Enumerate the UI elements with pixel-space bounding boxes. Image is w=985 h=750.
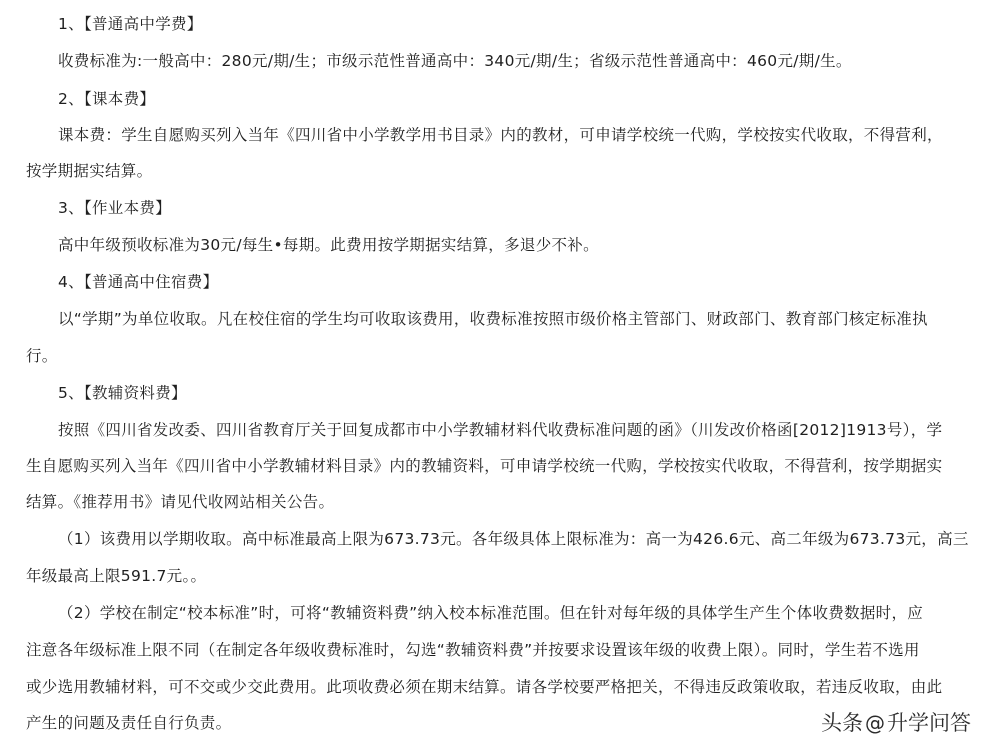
heading-boarding-fee: 4、【普通高中住宿费】 — [58, 273, 219, 291]
paragraph-line: 高中年级预收标准为30元/每生•每期。此费用按学期据实结算，多退少不补。 — [58, 236, 599, 254]
paragraph-line: 结算。《推荐用书》请见代收网站相关公告。 — [26, 493, 335, 511]
watermark-at: @ — [865, 711, 885, 735]
watermark-prefix: 头条 — [821, 711, 863, 735]
heading-workbook-fee: 3、【作业本费】 — [58, 199, 172, 217]
paragraph-line: 年级最高上限591.7元。。 — [26, 567, 207, 585]
heading-textbook-fee: 2、【课本费】 — [58, 90, 156, 108]
paragraph-line: （2）学校在制定“校本标准”时，可将“教辅资料费”纳入校本标准范围。但在针对每年级的具体学生产生个体收费数据时，应 — [58, 604, 924, 622]
paragraph-line: 产生的问题及责任自行负责。 — [26, 714, 232, 732]
heading-supplementary-material-fee: 5、【教辅资料费】 — [58, 384, 187, 402]
heading-tuition: 1、【普通高中学费】 — [58, 15, 203, 33]
paragraph-line: （1）该费用以学期收取。高中标准最高上限为673.73元。各年级具体上限标准为：高一为426.6元、高二年级为673.73元，高三 — [58, 530, 969, 548]
paragraph-line: 注意各年级标准上限不同（在制定各年级收费标准时，勾选“教辅资料费”并按要求设置该年级的收费上限）。同时，学生若不选用 — [26, 641, 920, 659]
paragraph-line: 或少选用教辅材料，可不交或少交此费用。此项收费必须在期末结算。请各学校要严格把关，不得违反政策收取，若违反收取，由此 — [26, 678, 943, 696]
paragraph-line: 按学期据实结算。 — [26, 162, 153, 180]
watermark-account: 升学问答 — [887, 711, 971, 735]
paragraph-line: 按照《四川省发改委、四川省教育厅关于回复成都市中小学教辅材料代收费标准问题的函》（川发改价格函[2012]1913号），学 — [58, 421, 943, 439]
watermark — [821, 710, 971, 736]
paragraph-line: 行。 — [26, 347, 58, 365]
paragraph-line: 收费标准为:一般高中：280元/期/生；市级示范性普通高中：340元/期/生；省级示范性普通高中：460元/期/生。 — [58, 52, 852, 70]
paragraph-line: 课本费：学生自愿购买列入当年《四川省中小学教学用书目录》内的教材，可申请学校统一代购，学校按实代收取，不得营利， — [58, 126, 943, 144]
paragraph-line: 生自愿购买列入当年《四川省中小学教辅材料目录》内的教辅资料，可申请学校统一代购，学校按实代收取，不得营利，按学期据实 — [26, 457, 943, 475]
paragraph-line: 以“学期”为单位收取。凡在校住宿的学生均可收取该费用，收费标准按照市级价格主管部门、财政部门、教育部门核定标准执 — [58, 310, 928, 328]
